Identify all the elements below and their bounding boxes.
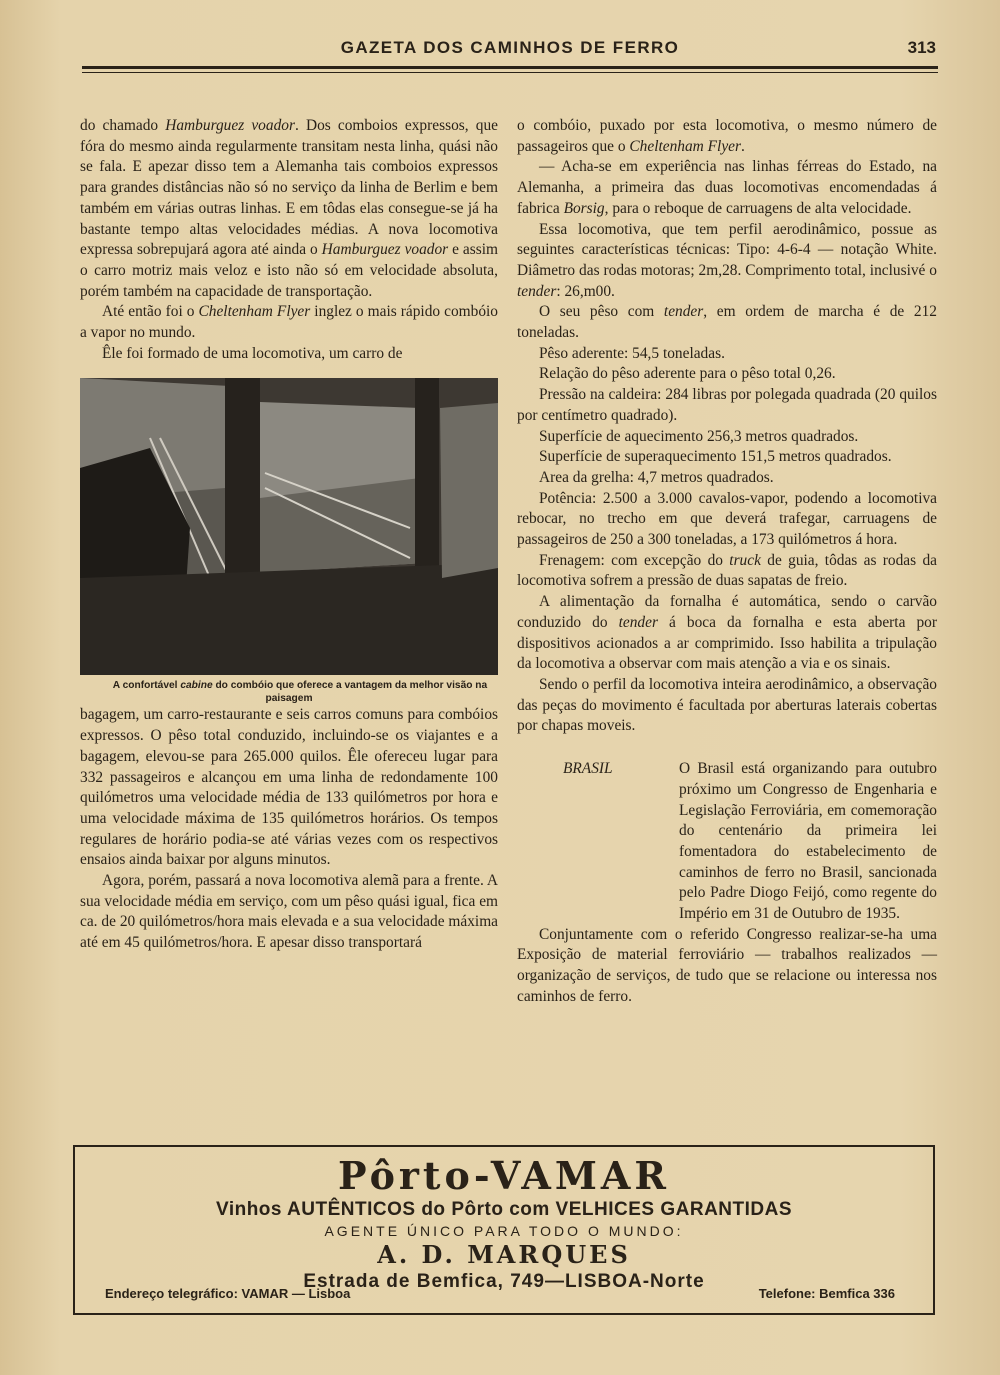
ad-agent-line: AGENTE ÚNICO PARA TODO O MUNDO: — [324, 1223, 684, 1239]
paragraph: Relação do pêso aderente para o pêso total 0,26. — [539, 365, 836, 383]
brasil-section — [517, 759, 937, 1007]
right-column — [517, 116, 937, 1008]
ad-address: Estrada de Bemfica, 749—LISBOA-Norte — [303, 1271, 705, 1292]
paragraph: Superfície de superaquecimento 151,5 metros quadrados. — [539, 448, 892, 466]
paragraph: Potência: 2.500 a 3.000 cavalos-vapor, podendo a locomotiva rebocar, no trecho em que deverá trafegar, carruagens de passageiros de 250 a 300 toneladas, a 173 quilómetros á hora. — [517, 489, 937, 549]
paragraph: Pressão na caldeira: 284 libras por polegada quadrada (20 quilos por centímetro quadrado). — [517, 386, 937, 424]
ad-company-name: A. D. MARQUES — [377, 1240, 631, 1269]
cab-window-view-image — [80, 378, 498, 675]
cab-photo — [80, 378, 498, 675]
section-heading-brasil: BRASIL — [563, 760, 613, 778]
paragraph: Sendo o perfil da locomotiva inteira aerodinâmico, a observação das peças do movimento é facultada por aberturas laterais cobertas por chapas moveis. — [517, 675, 937, 735]
ad-brand: Pôrto-VAMAR — [338, 1153, 670, 1198]
paragraph: Frenagem: com excepção do truck de guia, tôdas as rodas da locomotiva sofrem a pressão de duas sapatas de freio. — [517, 551, 937, 590]
paragraph: A alimentação da fornalha é automática, sendo o carvão conduzido do tender á boca da fornalha e esta aberta por dispositivos acionados a ar comprimido. Isso habilita a tripulação da locomotiva a observar com mais atenção a via e os sinais. — [517, 593, 937, 673]
photo-caption: A confortável cabine do combóio que oferece a vantagem da melhor visão na paisagem — [112, 680, 488, 705]
paragraph: Essa locomotiva, que tem perfil aerodinâmico, possue as seguintes características técnicas: Tipo: 4-6-4 — notação White. Diâmetro das rodas motoras; 2m,28. Comprimento total, inclusivé o tender: 26,m00. — [517, 220, 937, 300]
ad-tagline: Vinhos AUTÊNTICOS do Pôrto com VELHICES GARANTIDAS — [215, 1199, 793, 1220]
advertisement-box — [73, 1145, 935, 1315]
header-rule — [82, 66, 938, 73]
paragraph: bagagem, um carro-restaurante e seis carros comuns para combóios expressos. O pêso total conduzido, incluindo-se os viajantes e a bagagem, elevou-se para 265.000 quilos. Êle ofereceu lugar para 332 passageiros e alcançou em uma linha de redondamente 100 quilómetros uma velocidade média de 133 quilómetros por hora e uma velocidade máxima de 135 quilómetros horários. Os tempos regulares de horário podia-se até várias vezes com os respectivos ensaios ainda baixar por alguns minutos. — [80, 706, 498, 869]
paragraph: do chamado Hamburguez voador. Dos comboios expressos, que fóra do mesmo ainda regularmente transitam nesta linha, quási não se fala. E apezar disso tem a Alemanha tais comboios expressos para grandes distâncias não só no serviço da linha de Berlim e bem também em várias outras linhas. E em tôdas elas consegue-se já ha bastante tempo altas velocidades médias. A nova locomotiva expressa sobrepujará agora até ainda o Hamburguez voador e assim o carro motriz mais veloz e isto não só em velocidade absoluta, porém também na capacidade de transportação. — [80, 117, 498, 300]
page-number: 313 — [907, 38, 936, 57]
paragraph: Conjuntamente com o referido Congresso realizar-se-ha uma Exposição de material ferroviário — trabalhos realizados — organização de serviços, de tudo que se relacione ou interessa nos caminhos de ferro. — [517, 925, 937, 1005]
left-column — [80, 116, 498, 954]
paragraph: Agora, porém, passará a nova locomotiva alemã para a frente. A sua velocidade média em serviço, com um pêso quási igual, fica em ca. de 20 quilómetros/hora mais elevada e a sua velocidade máxima até em 45 quilómetros/hora. E apesar disso transportará — [80, 872, 498, 952]
ad-telephone: Telefone: Bemfica 336 — [758, 1286, 895, 1301]
paragraph: — Acha-se em experiência nas linhas férreas do Estado, na Alemanha, a primeira das duas locomotivas encomendadas á fabrica Borsig, para o reboque de carruagens de alta velocidade. — [517, 158, 937, 217]
paragraph: Até então foi o Cheltenham Flyer inglez o mais rápido combóio a vapor no mundo. — [80, 303, 498, 342]
ad-telegraph-address: Endereço telegráfico: VAMAR — Lisboa — [105, 1286, 351, 1301]
paragraph: O Brasil está organizando para outubro próximo um Congresso de Engenharia e Legislação Ferroviária, em comemoração do centenário da primeira lei fomentadora do estabelecimento de caminhos de ferro no Brasil, sancionada pelo Padre Diogo Feijó, como regente do Império em 31 de Outubro de 1935. — [679, 760, 937, 923]
paragraph: o combóio, puxado por esta locomotiva, o mesmo número de passageiros que o Cheltenham Flyer. — [517, 117, 937, 155]
page-header — [80, 36, 940, 60]
paragraph: Superfície de aquecimento 256,3 metros quadrados. — [539, 427, 859, 445]
paragraph: Êle foi formado de uma locomotiva, um carro de — [102, 344, 403, 362]
paragraph: Area da grelha: 4,7 metros quadrados. — [539, 468, 774, 486]
journal-title: GAZETA DOS CAMINHOS DE FERRO — [340, 38, 680, 57]
paragraph: O seu pêso com tender, em ordem de marcha é de 212 toneladas. — [517, 303, 937, 342]
paragraph: Pêso aderente: 54,5 toneladas. — [539, 344, 725, 362]
